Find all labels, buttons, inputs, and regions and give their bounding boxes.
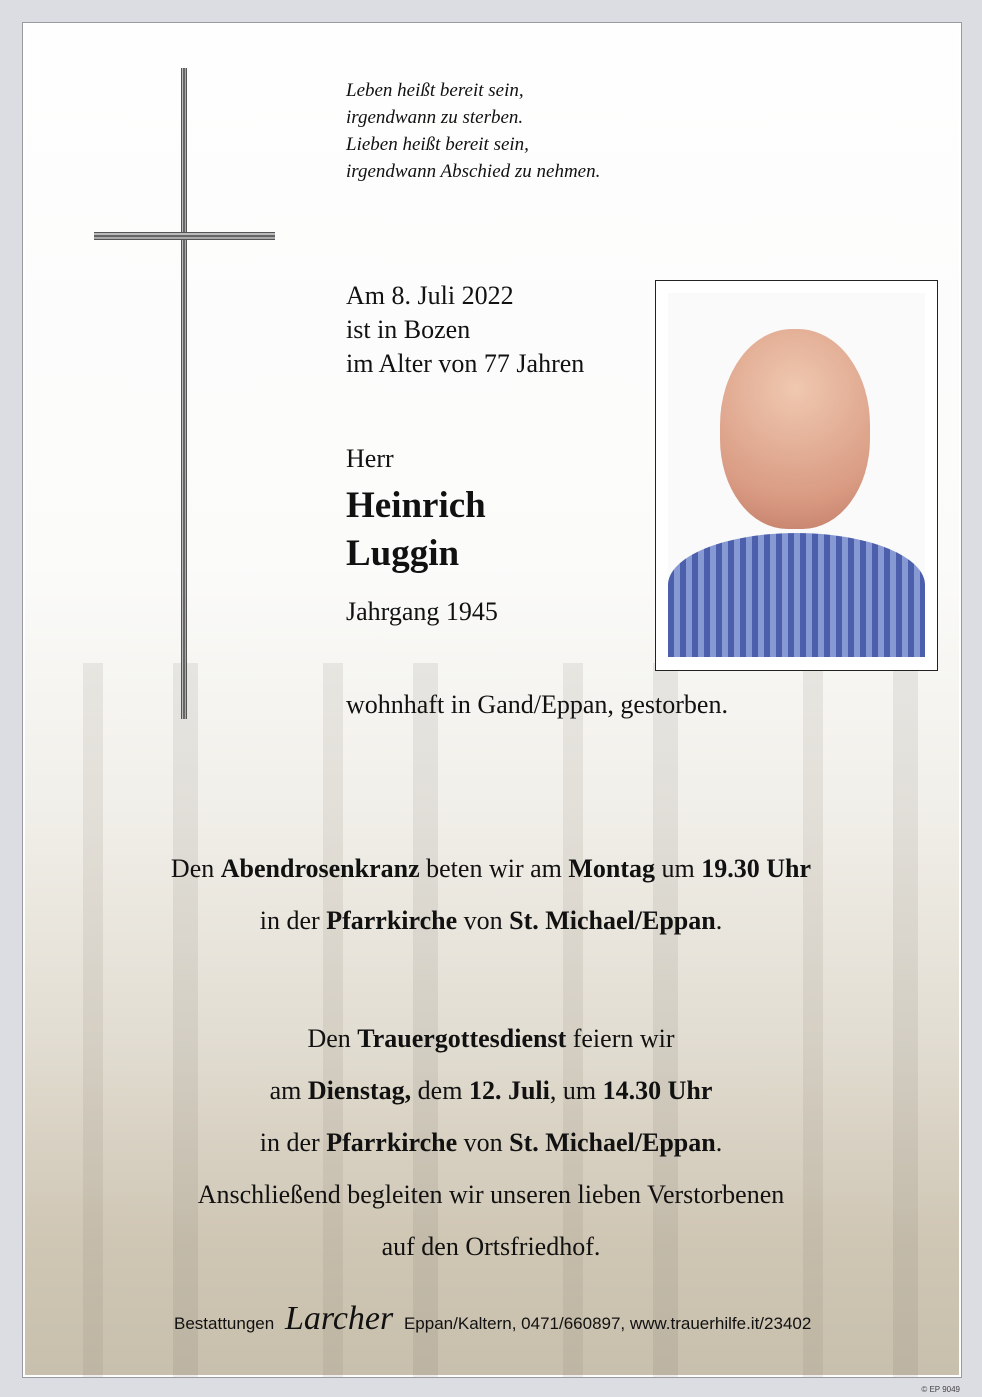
text: dem [411,1076,469,1105]
copyright: © EP 9049 [921,1385,960,1394]
text: feiern wir [566,1024,675,1053]
last-name: Luggin [346,533,460,574]
service-line [22,1117,960,1169]
emphasis-text: 14.30 Uhr [602,1076,713,1105]
text: in der [259,906,327,935]
emphasis-text: St. Michael/Eppan [509,1128,716,1157]
funeral-home-logo: Larcher [284,1300,394,1337]
death-notice [346,279,584,381]
death-place: ist in Bozen [346,315,471,344]
text: am [269,1076,308,1105]
cross-icon-beam [94,232,275,240]
emphasis-text: Pfarrkirche [326,1128,458,1157]
text: . [715,1128,723,1157]
poem-line: Lieben heißt bereit sein, [346,134,529,155]
portrait-photo [655,280,938,671]
text: , um [549,1076,603,1105]
emphasis-text: 12. Juli [468,1076,550,1105]
text: beten wir am [419,854,569,883]
emphasis-text: Trauergottesdienst [357,1024,567,1053]
poem-line: irgendwann Abschied zu nehmen. [346,161,601,182]
rosary-line [22,843,960,895]
text: auf den Ortsfriedhof. [381,1232,601,1261]
poem-line: irgendwann zu sterben. [346,107,524,128]
text: um [655,854,702,883]
emphasis-text: Pfarrkirche [326,906,458,935]
emphasis-text: St. Michael/Eppan [509,906,716,935]
text: von [457,906,510,935]
emphasis-text: Abendrosenkranz [220,854,420,883]
rosary-line [22,895,960,947]
text: Den [307,1024,358,1053]
rosary-announcement [22,843,960,947]
text: . [715,906,723,935]
funeral-service-announcement [22,1013,960,1273]
residence: wohnhaft in Gand/Eppan, gestorben. [346,690,728,719]
emphasis-text: Dienstag, [307,1076,412,1105]
text: Den [170,854,221,883]
poem-line: Leben heißt bereit sein, [346,80,524,101]
service-line [22,1065,960,1117]
deceased-name [346,482,486,578]
cross-icon [181,68,187,719]
footer-contact: Eppan/Kaltern, 0471/660897, www.trauerhilfe.it/23402 [403,1314,812,1333]
footer-prefix: Bestattungen [174,1314,275,1333]
text: Anschließend begleiten wir unseren lieben Verstorbenen [197,1180,785,1209]
service-line [22,1221,960,1273]
salutation: Herr [346,444,394,473]
age: im Alter von 77 Jahren [346,349,585,378]
birth-year: Jahrgang 1945 [346,597,498,626]
emphasis-text: 19.30 Uhr [701,854,812,883]
death-date: Am 8. Juli 2022 [346,281,514,310]
text: in der [259,1128,327,1157]
poem [346,77,600,185]
service-line [22,1013,960,1065]
service-line [22,1169,960,1221]
first-name: Heinrich [346,485,486,526]
text: von [457,1128,510,1157]
funeral-home-footer [174,1300,811,1338]
emphasis-text: Montag [568,854,656,883]
